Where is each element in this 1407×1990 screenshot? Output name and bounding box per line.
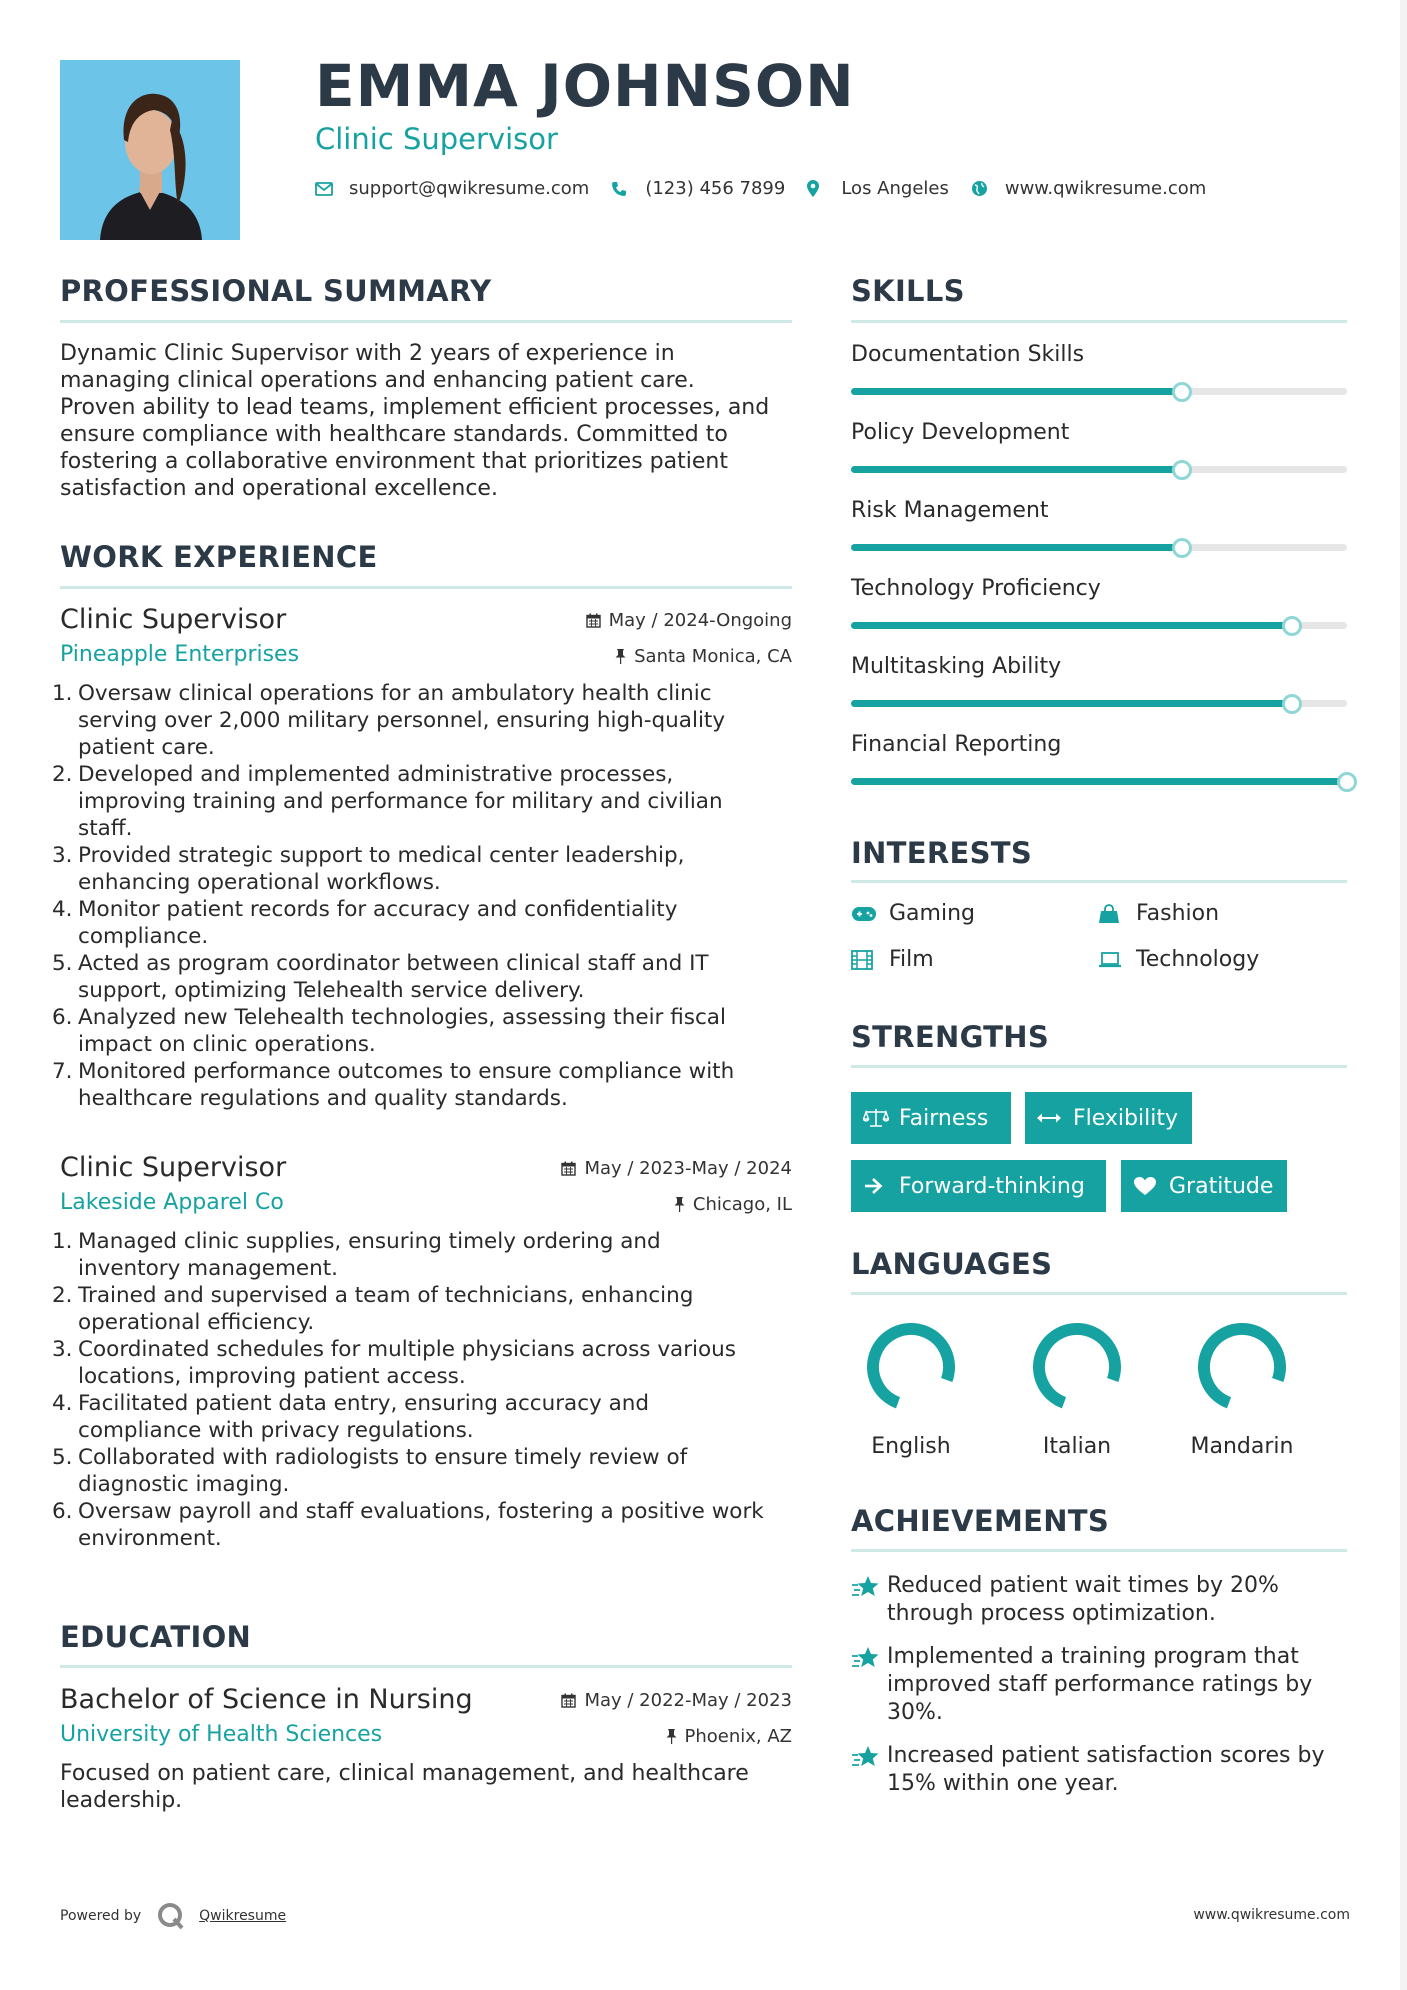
strength-badge: [851, 1092, 1011, 1144]
job-date: [561, 1158, 792, 1179]
education-date: [561, 1690, 792, 1711]
skill-bar-fill: [851, 466, 1182, 473]
section-divider: [851, 1292, 1347, 1295]
star-medal-icon: [851, 1574, 887, 1628]
language-level-ring: [1012, 1320, 1142, 1414]
arrow-right-icon: [863, 1175, 889, 1197]
interest-label: Fashion: [1136, 901, 1220, 926]
summary-heading: PROFESSIONAL SUMMARY: [60, 274, 492, 308]
skill-bar: [851, 700, 1347, 707]
skill-name: Multitasking Ability: [851, 654, 1062, 679]
calendar-icon: [561, 1693, 576, 1708]
summary-text: [60, 340, 790, 502]
skill-name: Risk Management: [851, 498, 1049, 523]
interest-item: [851, 901, 975, 926]
summary-line: satisfaction and operational excellence.: [60, 476, 498, 501]
language-level-ring: [846, 1320, 976, 1414]
shopping-bag-icon: [1098, 903, 1124, 925]
film-icon: [851, 949, 877, 971]
education-heading: EDUCATION: [60, 1620, 252, 1654]
pin-icon: [674, 1197, 685, 1212]
job-company: Lakeside Apparel Co: [60, 1190, 284, 1215]
summary-line: ensure compliance with healthcare standards. Committed to: [60, 422, 728, 447]
contact-phone[interactable]: (123) 456 7899: [645, 178, 786, 199]
school-name: University of Health Sciences: [60, 1722, 383, 1747]
skill-name: Policy Development: [851, 420, 1070, 445]
skill-bar: [851, 466, 1347, 473]
pin-icon: [666, 1729, 677, 1744]
skill-bar-knob: [1172, 460, 1192, 480]
languages-heading: LANGUAGES: [851, 1247, 1053, 1281]
list-item: 2. Developed and implemented administrative processes, improving training and performance for military and civilian staff.: [52, 762, 723, 841]
list-item: 3. Coordinated schedules for multiple physicians across various locations, improving patient access.: [52, 1337, 737, 1389]
interest-label: Gaming: [889, 901, 975, 926]
job-date: [586, 610, 792, 631]
strength-badge: [1121, 1160, 1287, 1212]
list-item: 1. Oversaw clinical operations for an ambulatory health clinic serving over 2,000 military personnel, ensuring high-quality patient care.: [52, 681, 726, 760]
phone-icon: [611, 180, 629, 198]
skill-item: [851, 496, 1347, 551]
list-item: 1. Managed clinic supplies, ensuring timely ordering and inventory management.: [52, 1229, 661, 1281]
globe-icon: [971, 180, 989, 198]
strength-label: Flexibility: [1073, 1105, 1178, 1131]
qwikresume-logo-icon: [157, 1902, 185, 1930]
candidate-name: EMMA JOHNSON: [315, 52, 855, 120]
language-item: [1012, 1320, 1142, 1459]
map-marker-icon: [807, 180, 825, 198]
job-location-text: Santa Monica, CA: [634, 646, 792, 667]
achievement-text: 30%.: [887, 1700, 943, 1725]
interest-item: [1098, 901, 1219, 926]
skill-item: [851, 730, 1347, 785]
education-location: [666, 1726, 793, 1747]
list-item: 4. Facilitated patient data entry, ensuring accuracy and compliance with privacy regulations.: [52, 1391, 650, 1443]
skill-bar: [851, 388, 1347, 395]
education-description: [60, 1760, 792, 1814]
section-divider: [851, 880, 1347, 883]
skill-bar-fill: [851, 778, 1347, 785]
envelope-icon: [315, 180, 333, 198]
job-entry: [52, 1152, 792, 1552]
list-item: 6. Oversaw payroll and staff evaluations, fostering a positive work environment.: [52, 1499, 764, 1551]
list-item: 5. Collaborated with radiologists to ensure timely review of diagnostic imaging.: [52, 1445, 688, 1497]
language-item: [846, 1320, 976, 1459]
skill-name: Financial Reporting: [851, 732, 1062, 757]
section-divider: [851, 1065, 1347, 1068]
calendar-icon: [561, 1161, 576, 1176]
job-date-text: May / 2024-Ongoing: [608, 610, 792, 631]
education-entry: [60, 1684, 792, 1814]
achievement-text: 15% within one year.: [887, 1771, 1119, 1796]
contact-location: Los Angeles: [841, 178, 949, 199]
brand-link[interactable]: Qwikresume: [199, 1908, 287, 1924]
arrows-horizontal-icon: [1037, 1107, 1063, 1129]
education-description-line: Focused on patient care, clinical management, and healthcare: [60, 1761, 749, 1786]
star-medal-icon: [851, 1744, 887, 1798]
education-description-line: leadership.: [60, 1788, 183, 1813]
job-responsibilities: [52, 680, 792, 1112]
job-location: [615, 646, 792, 667]
job-company: Pineapple Enterprises: [60, 642, 300, 667]
skill-name: Technology Proficiency: [851, 576, 1101, 601]
language-name: Mandarin: [1190, 1434, 1294, 1459]
achievement-item: [851, 1643, 1351, 1727]
skill-item: [851, 340, 1347, 395]
skills-heading: SKILLS: [851, 274, 965, 308]
skill-bar: [851, 544, 1347, 551]
summary-line: fostering a collaborative environment that prioritizes patient: [60, 449, 728, 474]
profile-photo: [60, 60, 240, 240]
language-name: Italian: [1042, 1434, 1112, 1459]
skill-bar-knob: [1172, 382, 1192, 402]
skill-bar-knob: [1337, 772, 1357, 792]
strength-label: Gratitude: [1169, 1173, 1274, 1199]
skill-bar-knob: [1282, 694, 1302, 714]
list-item: 2. Trained and supervised a team of technicians, enhancing operational efficiency.: [52, 1283, 694, 1335]
achievement-text: Implemented a training program that: [887, 1644, 1299, 1669]
job-date-text: May / 2023-May / 2024: [584, 1158, 792, 1179]
job-location: [674, 1194, 792, 1215]
skill-bar: [851, 622, 1347, 629]
strengths-heading: STRENGTHS: [851, 1020, 1050, 1054]
summary-line: Proven ability to lead teams, implement efficient processes, and: [60, 395, 770, 420]
skill-name: Documentation Skills: [851, 342, 1085, 367]
list-item: 4. Monitor patient records for accuracy and confidentiality compliance.: [52, 897, 678, 949]
summary-line: Dynamic Clinic Supervisor with 2 years of experience in: [60, 341, 675, 366]
laptop-icon: [1098, 949, 1124, 971]
interests-heading: INTERESTS: [851, 836, 1033, 870]
section-divider: [851, 320, 1347, 323]
skill-item: [851, 652, 1347, 707]
strength-badge: [851, 1160, 1106, 1212]
heart-icon: [1133, 1175, 1159, 1197]
achievement-item: [851, 1742, 1351, 1798]
skill-bar-fill: [851, 700, 1292, 707]
strength-label: Forward-thinking: [899, 1173, 1085, 1199]
achievement-text: Reduced patient wait times by 20%: [887, 1573, 1279, 1598]
section-divider: [60, 586, 792, 589]
job-title: Clinic Supervisor: [60, 1152, 287, 1183]
interest-label: Technology: [1136, 947, 1260, 972]
gamepad-icon: [851, 903, 877, 925]
skill-item: [851, 574, 1347, 629]
achievement-text: improved staff performance ratings by: [887, 1672, 1313, 1697]
skill-bar-knob: [1282, 616, 1302, 636]
skill-bar-fill: [851, 388, 1182, 395]
job-entry: [52, 604, 792, 1112]
section-divider: [60, 1665, 792, 1668]
list-item: 5. Acted as program coordinator between clinical staff and IT support, optimizing Telehealth service delivery.: [52, 951, 709, 1003]
list-item: 7. Monitored performance outcomes to ensure compliance with healthcare regulations and quality standards.: [52, 1059, 735, 1111]
job-responsibilities: [52, 1228, 792, 1552]
section-divider: [851, 1549, 1347, 1552]
job-title: Clinic Supervisor: [60, 604, 287, 635]
list-item: 6. Analyzed new Telehealth technologies, assessing their fiscal impact on clinic operations.: [52, 1005, 726, 1057]
balance-scale-icon: [863, 1107, 889, 1129]
calendar-icon: [586, 613, 601, 628]
education-date-text: May / 2022-May / 2023: [584, 1690, 792, 1711]
achievements-heading: ACHIEVEMENTS: [851, 1504, 1110, 1538]
strength-label: Fairness: [899, 1105, 989, 1131]
skill-bar-knob: [1172, 538, 1192, 558]
interest-label: Film: [889, 947, 934, 972]
language-level-ring: [1177, 1320, 1307, 1414]
pin-icon: [615, 649, 626, 664]
powered-by-label: Powered by: [60, 1908, 142, 1924]
achievement-item: [851, 1572, 1351, 1628]
language-item: [1177, 1320, 1307, 1459]
contact-website[interactable]: www.qwikresume.com: [1004, 178, 1207, 199]
education-location-text: Phoenix, AZ: [684, 1726, 792, 1747]
footer-powered-by: [60, 1902, 286, 1930]
skill-bar-fill: [851, 622, 1292, 629]
skill-bar-fill: [851, 544, 1182, 551]
skill-bar: [851, 778, 1347, 785]
summary-line: managing clinical operations and enhancing patient care.: [60, 368, 695, 393]
candidate-title: Clinic Supervisor: [315, 122, 558, 156]
contact-bar: [315, 178, 1228, 199]
star-medal-icon: [851, 1645, 887, 1727]
achievement-text: through process optimization.: [887, 1601, 1216, 1626]
interest-item: [851, 947, 934, 972]
language-name: English: [871, 1434, 951, 1459]
strength-badge: [1025, 1092, 1192, 1144]
interest-item: [1098, 947, 1259, 972]
job-location-text: Chicago, IL: [692, 1194, 792, 1215]
degree-title: Bachelor of Science in Nursing: [60, 1684, 473, 1715]
list-item: 3. Provided strategic support to medical center leadership, enhancing operational workflows.: [52, 843, 685, 895]
contact-email[interactable]: support@qwikresume.com: [349, 178, 590, 199]
experience-heading: WORK EXPERIENCE: [60, 540, 378, 574]
achievement-text: Increased patient satisfaction scores by: [887, 1743, 1325, 1768]
footer-website[interactable]: www.qwikresume.com: [1193, 1907, 1350, 1923]
skill-item: [851, 418, 1347, 473]
section-divider: [60, 320, 792, 323]
